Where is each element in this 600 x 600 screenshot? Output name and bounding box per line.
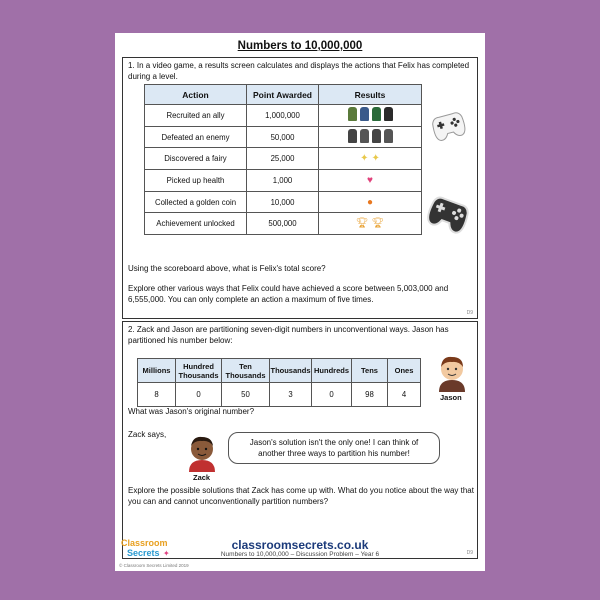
heart-icon: ♥	[367, 174, 373, 186]
q2-question: What was Jason's original number?	[128, 407, 255, 416]
header-hundred-thousands: Hundred Thousands	[176, 359, 222, 383]
results-cell	[319, 148, 422, 170]
points-cell: 50,000	[247, 126, 319, 148]
table-row	[145, 148, 422, 170]
table-row	[145, 213, 422, 235]
q2-intro: 2. Zack and Jason are partitioning seven-digit numbers in unconventional ways. Jason has partitioned his number below:	[128, 325, 449, 345]
points-cell: 1,000	[247, 170, 319, 192]
footer-subtitle: Numbers to 10,000,000 – Discussion Problem – Year 6	[220, 551, 380, 558]
fairy-icon: ✦	[360, 153, 369, 165]
action-cell: Picked up health	[145, 170, 247, 192]
enemy-figure-icon	[372, 129, 381, 143]
jason-label: Jason	[440, 393, 462, 402]
q2-page-code: D9	[466, 550, 473, 556]
svg-text:Classroom: Classroom	[121, 538, 168, 548]
trophy-icon: 🏆︎	[355, 218, 369, 230]
footer-url: classroomsecrets.co.uk	[231, 538, 369, 552]
question-1-box	[122, 57, 478, 319]
action-cell: Collected a golden coin	[145, 191, 247, 213]
q1-question: Using the scoreboard above, what is Felix's total score?	[128, 264, 326, 273]
ally-figure-icon	[384, 107, 393, 121]
points-cell: 10,000	[247, 191, 319, 213]
action-cell: Discovered a fairy	[145, 148, 247, 170]
dark-game-controller-icon	[423, 193, 473, 237]
points-cell: 25,000	[247, 148, 319, 170]
header-points: Point Awarded	[247, 85, 319, 105]
q1-page-code: D9	[466, 310, 473, 316]
zack-avatar	[185, 432, 219, 472]
action-cell: Achievement unlocked	[145, 213, 247, 235]
results-cell	[319, 213, 422, 235]
value-cell: 0	[312, 383, 352, 407]
enemy-figure-icon	[348, 129, 357, 143]
question-2-box	[122, 321, 478, 559]
ally-figure-icon	[360, 107, 369, 121]
points-cell: 500,000	[247, 213, 319, 235]
table-row	[145, 105, 422, 127]
header-results: Results	[319, 85, 422, 105]
scoreboard-header-row	[145, 85, 422, 105]
header-ones: Ones	[388, 359, 421, 383]
svg-text:✦: ✦	[163, 549, 170, 558]
table-row	[145, 191, 422, 213]
white-game-controller-icon	[428, 108, 470, 146]
q1-explore: Explore other various ways that Felix could have achieved a score between 5,003,000 and 6,555,000. You can only complete an action a maximum of five times.	[128, 284, 449, 304]
zack-says-label: Zack says,	[128, 430, 167, 439]
zack-speech-bubble: Jason's solution isn't the only one! I can think of another three ways to partition his number!	[228, 432, 440, 464]
header-ten-thousands: Ten Thousands	[222, 359, 270, 383]
fairy-icon: ✦	[371, 153, 380, 165]
value-cell: 4	[388, 383, 421, 407]
enemy-figure-icon	[360, 129, 369, 143]
coin-icon: ●	[366, 196, 374, 208]
trophy-icon: 🏆︎	[371, 218, 385, 230]
header-millions: Millions	[138, 359, 176, 383]
action-cell: Recruited an ally	[145, 105, 247, 127]
q2-explore: Explore the possible solutions that Zack has come up with. What do you notice about the way that you can and cannot unconventionally partition numbers?	[128, 486, 474, 506]
results-cell	[319, 170, 422, 192]
results-cell	[319, 126, 422, 148]
value-cell: 3	[270, 383, 312, 407]
worksheet	[115, 33, 485, 571]
table-row	[145, 126, 422, 148]
results-cell	[319, 191, 422, 213]
partition-header-row	[138, 359, 421, 383]
q1-intro: 1. In a video game, a results screen calculates and displays the actions that Felix has completed during a level.	[128, 61, 470, 81]
header-action: Action	[145, 85, 247, 105]
copyright: © Classroom Secrets Limited 2019	[119, 563, 189, 568]
ally-figure-icon	[372, 107, 381, 121]
zack-label: Zack	[193, 473, 211, 482]
points-cell: 1,000,000	[247, 105, 319, 127]
table-row	[145, 170, 422, 192]
results-cell	[319, 105, 422, 127]
value-cell: 8	[138, 383, 176, 407]
partition-table	[137, 358, 421, 407]
value-cell: 50	[222, 383, 270, 407]
header-tens: Tens	[352, 359, 388, 383]
worksheet-title: Numbers to 10,000,000	[237, 40, 363, 52]
header-hundreds: Hundreds	[312, 359, 352, 383]
svg-text:Secrets: Secrets	[127, 548, 160, 558]
scoreboard-table	[144, 84, 422, 235]
table-row	[138, 383, 421, 407]
header-thousands: Thousands	[270, 359, 312, 383]
jason-avatar	[435, 352, 469, 392]
value-cell: 0	[176, 383, 222, 407]
enemy-figure-icon	[384, 129, 393, 143]
action-cell: Defeated an enemy	[145, 126, 247, 148]
ally-figure-icon	[348, 107, 357, 121]
value-cell: 98	[352, 383, 388, 407]
